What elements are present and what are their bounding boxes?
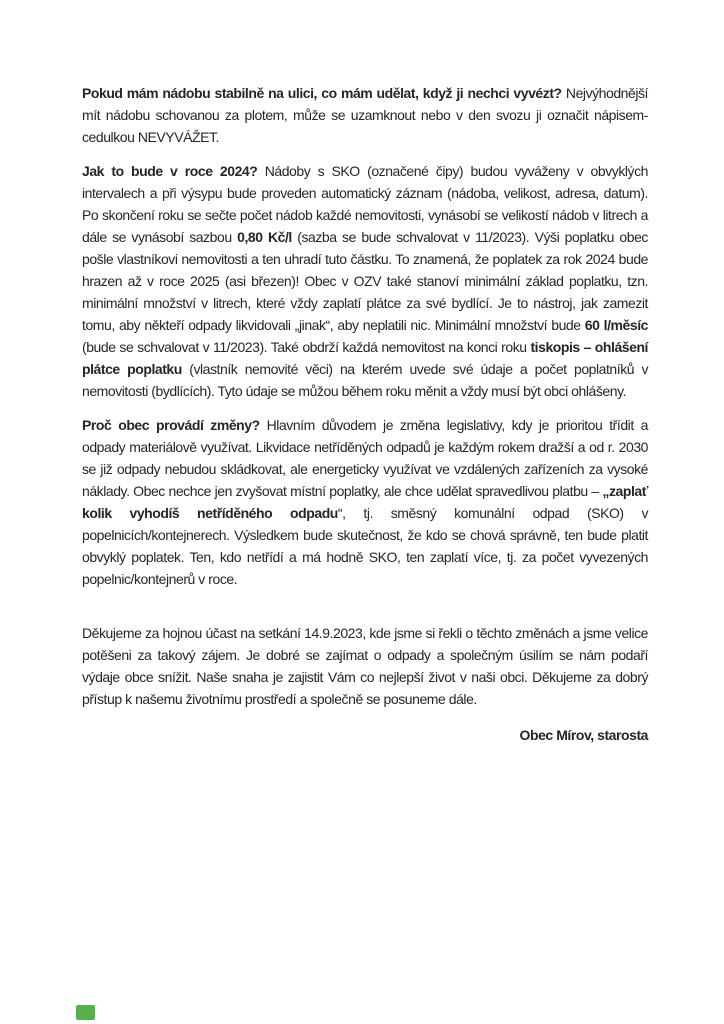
text-run: Hlavním důvodem je změna legislativy, kdy je prioritou třídit a odpady materiálově využívat. Likvidace netříděných odpadů je každým rokem dražší a od r. 2030 se již odpady nebudou skládkovat, ale energeticky využívat ve vzdálených zařízeních za vysoké náklady. Obec nechce jen zvyšovat místní poplatky, ale chce udělat spravedlivou platbu – xyxy=(82,417,648,499)
text-run: (sazba se bude schvalovat v 11/2023). Výši poplatku obec pošle vlastníkovi nemovitosti a ten uhradí tuto částku. To znamená, že poplatek za rok 2024 bude hrazen až v roce 2025 (asi březen)! Obec v OZV také stanoví minimální základ poplatku, tzn. minimální množství v litrech, které vždy zaplatí plátce za své bydlící. Je to nástroj, jak zamezit tomu, aby někteří odpady likvidovali „jinak“, aby neplatili nic. Minimální množství bude xyxy=(82,229,648,333)
text-run-bold: 60 l/měsíc xyxy=(584,317,648,333)
page-bottom-marker xyxy=(76,1005,95,1020)
text-run: “, tj. směsný komunální odpad (SKO) v popelnicích/kontejnerech. Výsledkem bude skutečnost, že kdo se chová správně, ten bude platit obvyklý poplatek. Ten, kdo netřídí a má hodně SKO, ten zaplatí více, tj. za počet vyvezených popelnic/kontejnerů v roce. xyxy=(82,505,648,587)
text-run: Nejvýhodnější mít nádobu schovanou za plotem, může se uzamknout nebo v den svozu ji označit nápisem-cedulkou NEVYVÁŽET. xyxy=(82,85,648,145)
text-run-bold: 0,80 Kč/l xyxy=(237,229,298,245)
text-run-bold: tiskopis – ohlášení plátce poplatku xyxy=(82,339,648,377)
text-run-bold: Jak to bude v roce 2024? xyxy=(82,163,265,179)
text-run-bold: „zaplať kolik vyhodíš netříděného odpadu xyxy=(82,483,648,521)
document-body xyxy=(82,82,648,746)
text-run-bold: Pokud mám nádobu stabilně na ulici, co mám udělat, když ji nechci vyvézt? xyxy=(82,85,566,101)
paragraph xyxy=(82,414,648,590)
signature: Obec Mírov, starosta xyxy=(519,727,648,743)
text-run: (vlastník nemovité věci) na kterém uvede své údaje a počet poplatníků v nemovitosti (bydlících). Tyto údaje se můžou během roku měnit a vždy musí být obci ohlášeny. xyxy=(82,361,649,399)
paragraph-list xyxy=(82,82,648,710)
text-run: Nádoby s SKO (označené čipy) budou vyváženy v obvyklých intervalech a při výsypu bude proveden automatický záznam (nádoba, velikost, adresa, datum). Po skončení roku se sečte počet nádob každé nemovitosti, vynásobí se velikostí nádob v litrech a dále se vynásobí sazbou xyxy=(82,163,648,245)
paragraph xyxy=(82,160,648,402)
text-run-bold: Proč obec provádí změny? xyxy=(82,417,267,433)
text-run: Děkujeme za hojnou účast na setkání 14.9.2023, kde jsme si řekli o těchto změnách a jsme velice potěšeni za takový zájem. Je dobré se zajímat o odpady a společným úsilím se nám podaří výdaje obce snížit. Naše snaha je zajistit Vám co nejlepší život v naši obci. Děkujeme za dobrý přístup k našemu životnímu prostředí a společně se posuneme dále. xyxy=(82,625,648,707)
paragraph xyxy=(82,82,648,148)
paragraph xyxy=(82,622,648,710)
text-run: (bude se schvalovat v 11/2023). Také obdrží každá nemovitost na konci roku xyxy=(82,339,531,355)
